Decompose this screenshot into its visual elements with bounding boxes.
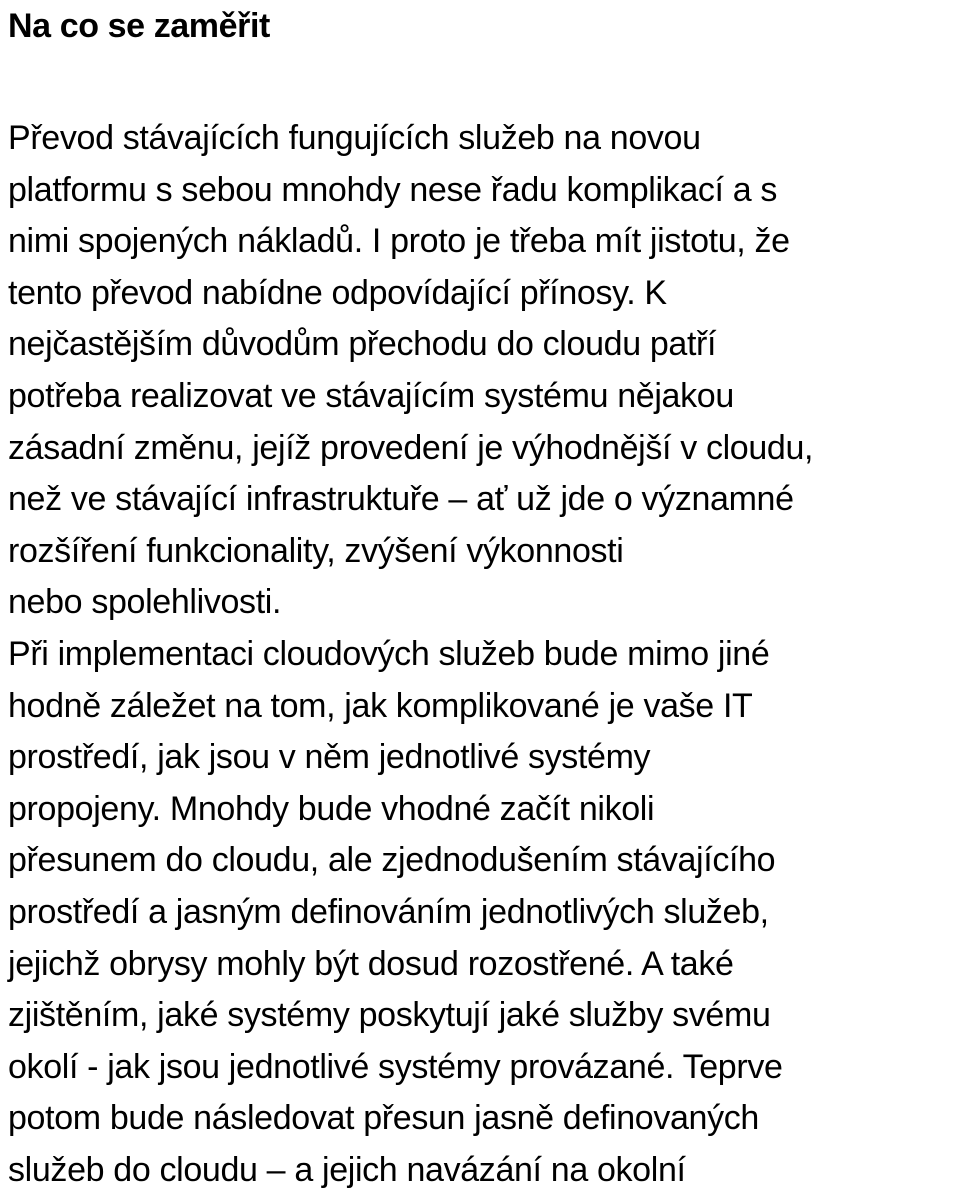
text-line: než ve stávající infrastruktuře – ať už jde o významné [8,480,794,519]
text-line: okolí - jak jsou jednotlivé systémy provázané. Teprve [8,1047,783,1086]
text-line: hodně záležet na tom, jak komplikované je vaše IT [8,686,753,725]
text-line: potřeba realizovat ve stávajícím systému nějakou [8,376,734,415]
text-line: Převod stávajících fungujících služeb na novou [8,119,701,157]
text-line: nebo spolehlivosti. [8,583,282,622]
text-line: propojeny. Mnohdy bude vhodné začít nikoli [8,789,655,828]
text-line: jejichž obrysy mohly být dosud rozostřené. A také [8,944,734,983]
text-line: platformu s sebou mnohdy nese řadu komplikací a s [8,170,778,209]
text-line: prostředí, jak jsou v něm jednotlivé systémy [8,738,651,777]
text-line: potom bude následovat přesun jasně definovaných [8,1099,759,1138]
text-line: tento převod nabídne odpovídající přínosy. K [8,273,667,312]
text-line: rozšíření funkcionality, zvýšení výkonnosti [8,531,624,570]
text-line: zásadní změnu, jejíž provedení je výhodnější v cloudu, [8,428,814,467]
text-line: nimi spojených nákladů. I proto je třeba mít jistotu, že [8,222,790,261]
text-line: přesunem do cloudu, ale zjednodušením stávajícího [8,841,776,880]
text-line: prostředí a jasným definováním jednotlivých služeb, [8,892,769,931]
text-line: služeb do cloudu – a jejich navázání na okolní [8,1150,686,1189]
text-line: Při implementaci cloudových služeb bude mimo jiné [8,634,770,673]
document-page [8,0,956,1196]
text-line: zjištěním, jaké systémy poskytují jaké služby svému [8,996,771,1035]
text-line: nejčastějším důvodům přechodu do cloudu patří [8,325,717,364]
body-text [8,113,956,1196]
section-heading: Na co se zaměřit [8,7,270,45]
